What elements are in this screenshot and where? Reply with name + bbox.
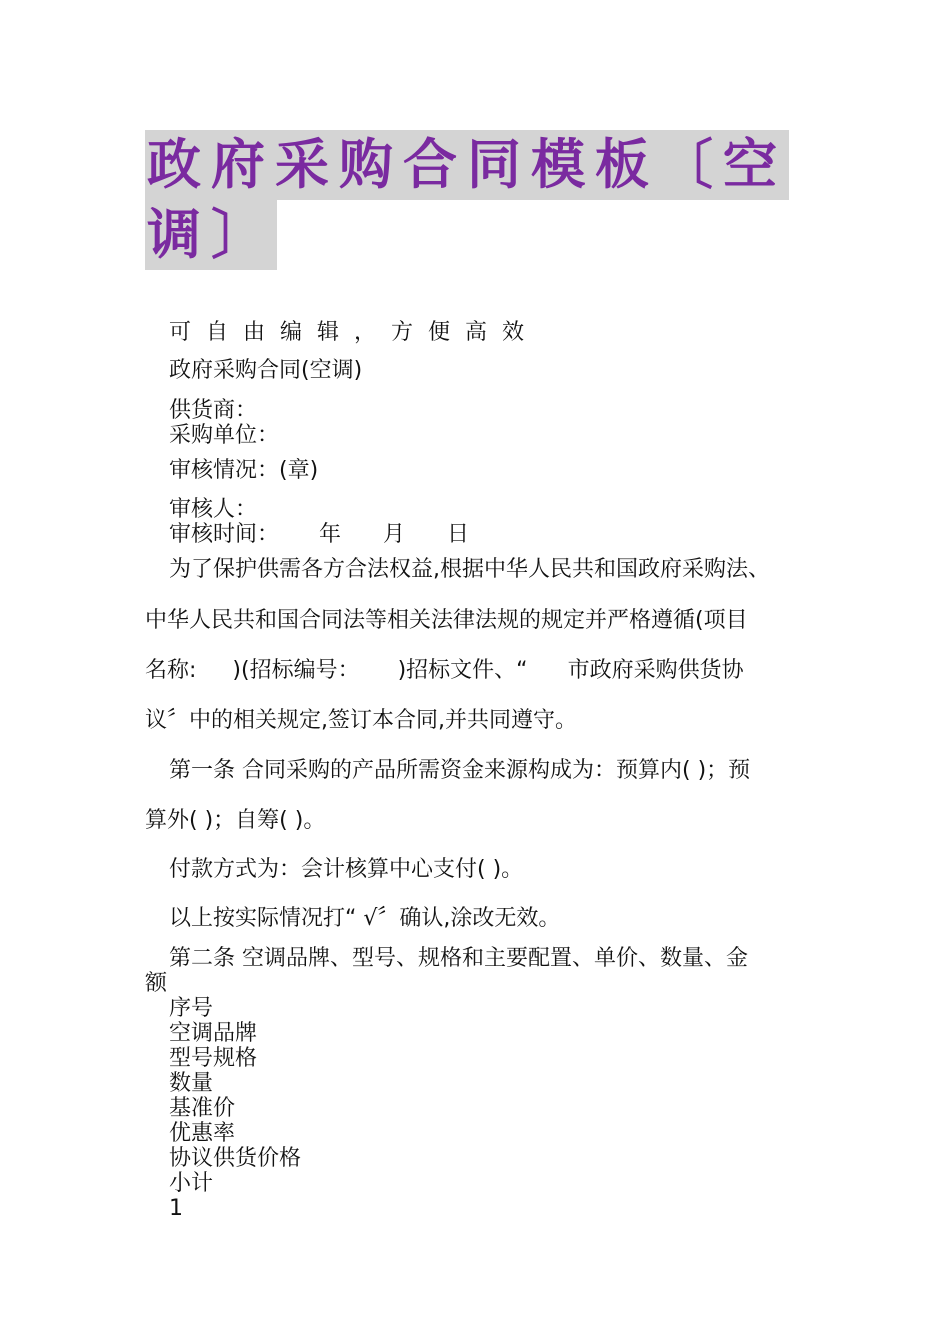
- article-1-line-2: 算外( )；自筹( )。: [145, 808, 326, 833]
- check-note: 以上按实际情况打“ √〞确认,涂改无效。: [169, 906, 561, 931]
- reviewer-label: 审核人：: [169, 497, 258, 522]
- intro-line-1: 为了保护供需各方合法权益,根据中华人民共和国政府采购法、: [169, 557, 770, 582]
- table-header-cell: 数量: [169, 1071, 214, 1096]
- agreement-label: 市政府采购供货协: [567, 658, 744, 683]
- supplier-label: 供货商：: [169, 398, 258, 423]
- intro-line-2: 中华人民共和国合同法等相关法律法规的规定并严格遵循(项目: [145, 608, 748, 633]
- bid-number-label: )(招标编号：: [232, 658, 360, 683]
- table-header-cell: 型号规格: [169, 1046, 258, 1071]
- title-line-2: 调〕: [145, 200, 277, 270]
- review-year: 年: [319, 522, 342, 547]
- table-row-number: 1: [169, 1196, 183, 1221]
- intro-line-4: 议〞中的相关规定,签订本合同,并共同遵守。: [145, 708, 577, 733]
- review-day: 日: [447, 522, 470, 547]
- contract-title: 政府采购合同(空调): [169, 358, 363, 383]
- tagline: 可自由编辑，方便高效: [169, 320, 540, 345]
- table-header-cell: 小计: [169, 1171, 214, 1196]
- title-line-1: 政府采购合同模板〔空: [145, 130, 789, 200]
- article-1-line-1: 第一条 合同采购的产品所需资金来源构成为：预算内( )；预: [169, 758, 751, 783]
- article-2-line-2: 额: [145, 971, 168, 996]
- tender-doc-label: )招标文件、“: [397, 658, 528, 683]
- payment-method: 付款方式为：会计核算中心支付( )。: [169, 857, 524, 882]
- document-title: [145, 130, 815, 270]
- table-header-cell: 基准价: [169, 1096, 236, 1121]
- table-header-cell: 空调品牌: [169, 1021, 258, 1046]
- table-header-cell: 协议供货价格: [169, 1146, 302, 1171]
- review-time-line: [169, 520, 469, 550]
- review-status-label: 审核情况：(章): [169, 458, 319, 483]
- project-name-label: 名称:: [145, 658, 197, 683]
- review-time-label: 审核时间：: [169, 522, 280, 547]
- article-2-line-1: 第二条 空调品牌、型号、规格和主要配置、单价、数量、金: [169, 946, 748, 971]
- table-header-cell: 优惠率: [169, 1121, 236, 1146]
- purchaser-label: 采购单位：: [169, 423, 280, 448]
- review-month: 月: [383, 522, 406, 547]
- table-header-cell: 序号: [169, 996, 214, 1021]
- intro-line-3: [145, 656, 744, 686]
